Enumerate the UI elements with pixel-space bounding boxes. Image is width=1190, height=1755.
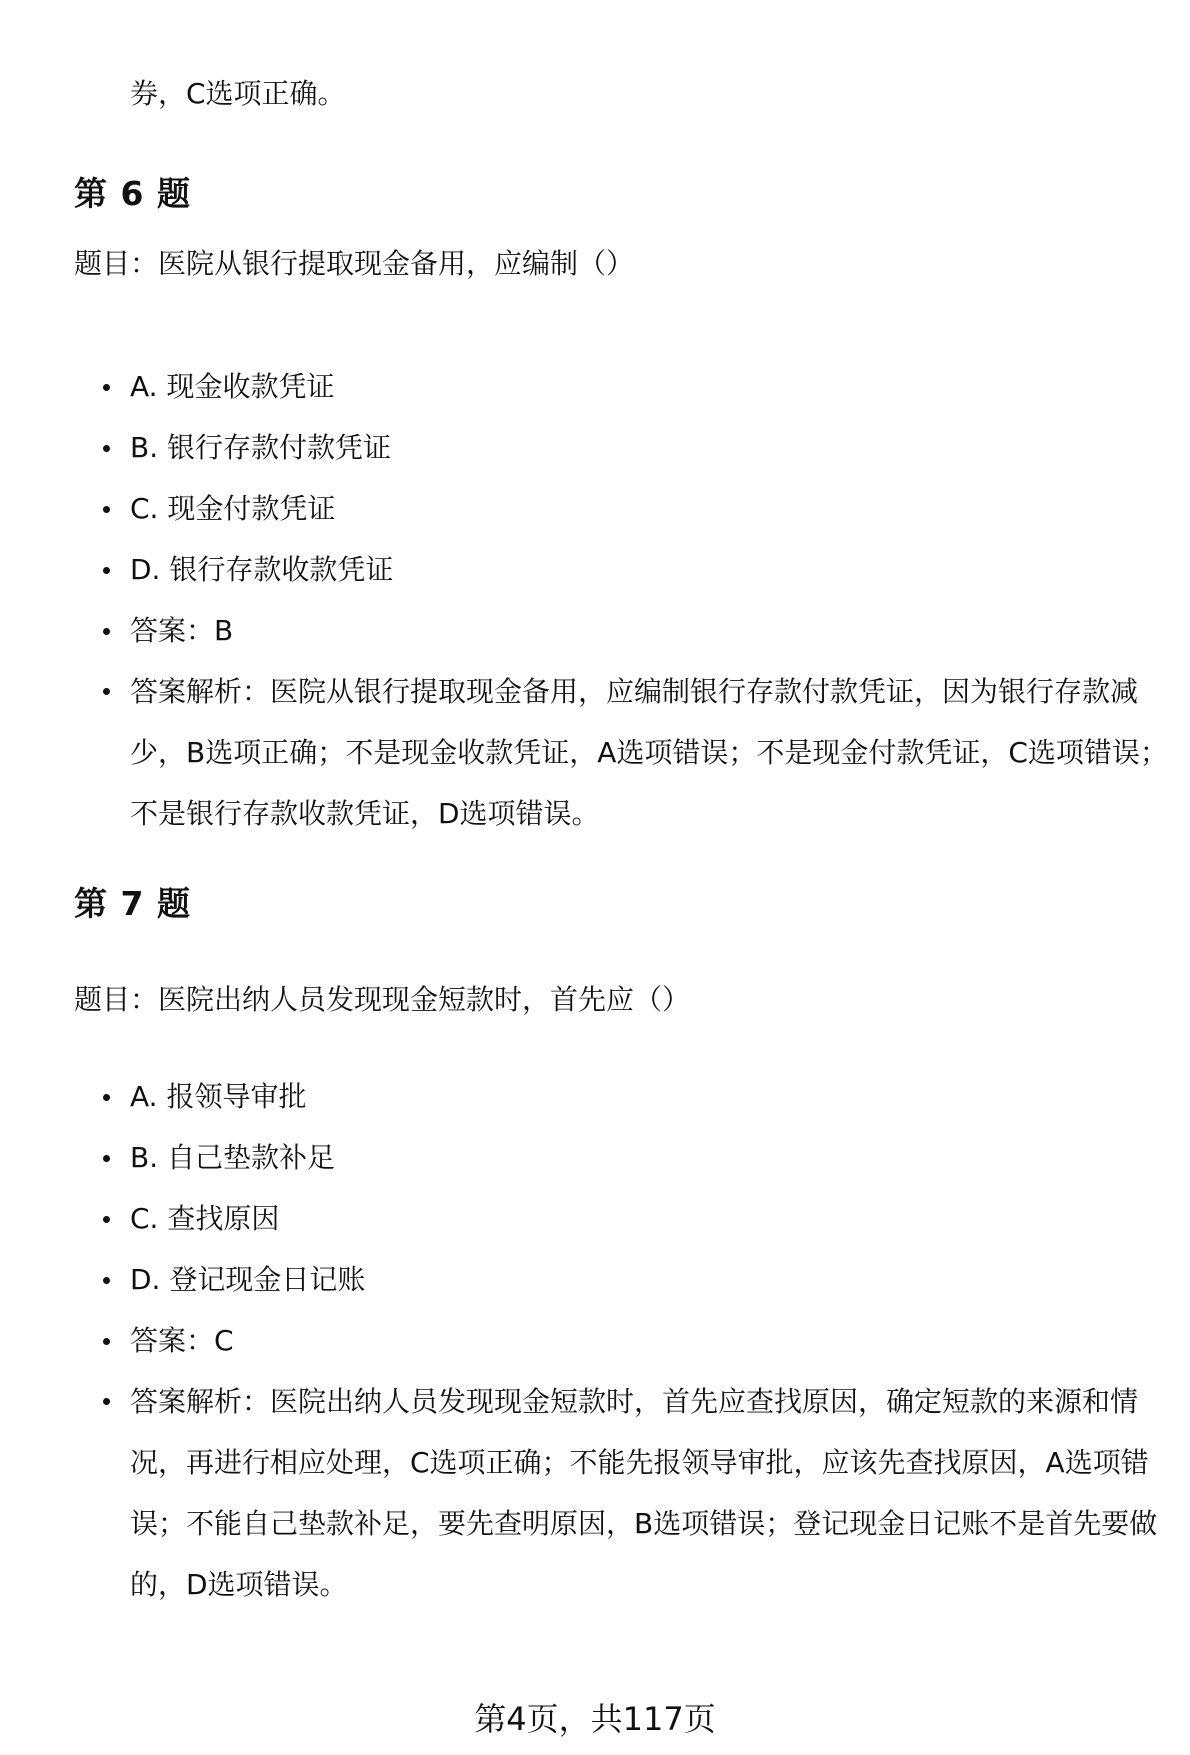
bullet-dot (103, 1216, 110, 1223)
question-6-option-d (102, 550, 1172, 590)
bullet-dot (103, 1155, 110, 1162)
option-text: B. 自己垫款补足 (130, 1141, 336, 1174)
option-text: A. 现金收款凭证 (130, 370, 335, 403)
bullet-dot (103, 1338, 110, 1345)
question-6-option-a (102, 367, 1172, 407)
question-7-items (102, 1077, 1172, 1636)
question-7-stem: 题目：医院出纳人员发现现金短款时，首先应（） (74, 983, 691, 1016)
bullet-dot (103, 1094, 110, 1101)
bullet-dot (103, 1398, 110, 1405)
bullet-dot (103, 1277, 110, 1284)
option-text: C. 查找原因 (130, 1202, 280, 1235)
question-7-option-d (102, 1260, 1172, 1300)
question-6-option-b (102, 428, 1172, 468)
analysis-text: 答案解析：医院出纳人员发现现金短款时，首先应查找原因，确定短款的来源和情况，再进行相应处理，C选项正确；不能先报领导审批，应该先查找原因，A选项错误；不能自己垫款补足，要先查明原因，B选项错误；登记现金日记账不是首先要做的，D选项错误。 (130, 1385, 1158, 1601)
question-7-title: 第 7 题 (74, 884, 191, 923)
question-6-items (102, 367, 1172, 865)
bullet-dot (103, 688, 110, 695)
bullet-dot (103, 628, 110, 635)
continuation-text: 券，C选项正确。 (130, 77, 346, 110)
question-7-option-a (102, 1077, 1172, 1117)
question-7-option-b (102, 1138, 1172, 1178)
option-text: B. 银行存款付款凭证 (130, 431, 392, 464)
question-6-answer (102, 611, 1172, 651)
option-text: D. 银行存款收款凭证 (130, 553, 394, 586)
question-6-analysis (102, 661, 1172, 844)
option-text: A. 报领导审批 (130, 1080, 307, 1113)
analysis-text: 答案解析：医院从银行提取现金备用，应编制银行存款付款凭证，因为银行存款减少，B选项正确；不是现金收款凭证，A选项错误；不是现金付款凭证，C选项错误；不是银行存款收款凭证，D选项错误。 (130, 675, 1168, 830)
answer-text: 答案：C (130, 1324, 234, 1357)
bullet-dot (103, 384, 110, 391)
question-7-analysis (102, 1371, 1172, 1615)
question-6-stem: 题目：医院从银行提取现金备用，应编制（） (74, 247, 635, 280)
option-text: C. 现金付款凭证 (130, 492, 336, 525)
question-7-answer (102, 1321, 1172, 1361)
question-7-option-c (102, 1199, 1172, 1239)
bullet-dot (103, 567, 110, 574)
page-footer: 第4页，共117页 (474, 1700, 716, 1738)
question-6-option-c (102, 489, 1172, 529)
bullet-dot (103, 445, 110, 452)
option-text: D. 登记现金日记账 (130, 1263, 366, 1296)
question-6-title: 第 6 题 (74, 174, 191, 213)
answer-text: 答案：B (130, 614, 234, 647)
bullet-dot (103, 506, 110, 513)
